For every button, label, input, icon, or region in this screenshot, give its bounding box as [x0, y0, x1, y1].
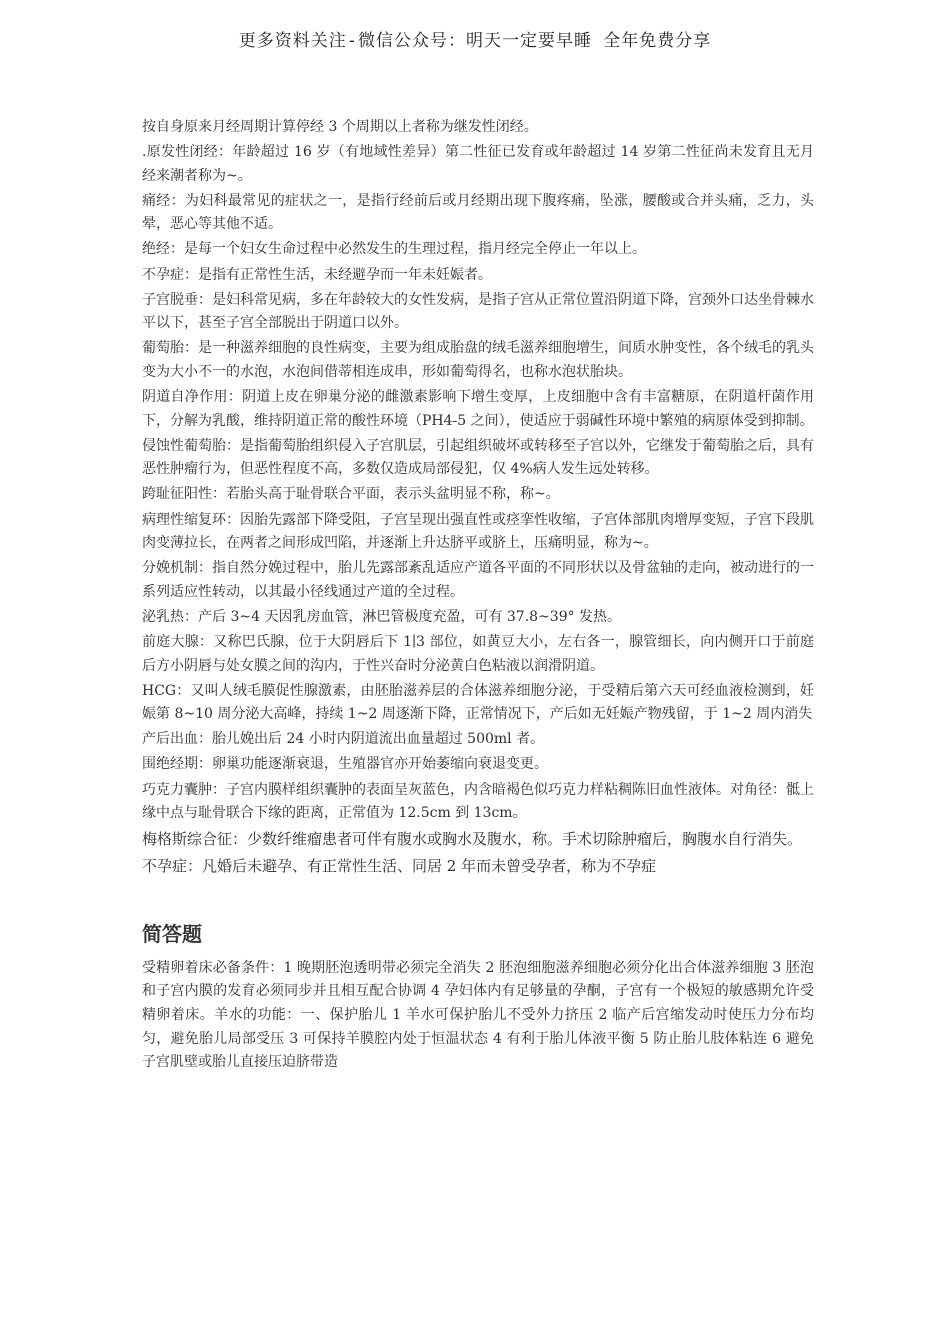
- paragraph: 病理性缩复环：因胎先露部下降受阻，子宫呈现出强直性或痉挛性收缩，子宫体部肌肉增厚变短，子宫下段肌肉变薄拉长，在两者之间形成凹陷，并逐渐上升达脐平或脐上，压痛明显，称为~。: [142, 511, 814, 552]
- paragraph: 绝经：是每一个妇女生命过程中必然发生的生理过程，指月经完全停止一年以上。: [142, 241, 646, 258]
- section-title: 简答题: [142, 921, 202, 946]
- paragraph: 不孕症：是指有正常性生活，未经避孕而一年未妊娠者。: [142, 266, 492, 283]
- paragraph: 侵蚀性葡萄胎：是指葡萄胎组织侵入子宫肌层，引起组织破坏或转移至子宫以外，它继发于葡萄胎之后，具有恶性肿瘤行为，但恶性程度不高，多数仅造成局部侵犯，仅 4%病人发生远处转移。: [142, 437, 814, 478]
- page-header: 更多资料关注-微信公众号：明天一定要早睡 全年免费分享: [238, 31, 712, 51]
- paragraph: 梅格斯综合征：少数纤维瘤患者可伴有腹水或胸水及腹水，称。手术切除肿瘤后，胸腹水自行消失。: [142, 830, 803, 849]
- paragraph: 阴道自净作用：阴道上皮在卵巢分泌的雌激素影响下增生变厚，上皮细胞中含有丰富糖原，在阴道杆菌作用下，分解为乳酸，维持阴道正常的酸性环境（PH4-5 之间），使适应于弱碱性环境中繁殖的病原体受到抑制。: [142, 389, 814, 429]
- paragraph: HCG：又叫人绒毛膜促性腺激素，由胚胎滋养层的合体滋养细胞分泌，于受精后第六天可经血液检测到，妊娠第 8~10 周分泌大高峰，持续 1~2 周逐渐下降，正常情况下，产后如无妊娠产物残留，于 1~2 周内消失: [142, 682, 814, 723]
- paragraph: 不孕症：凡婚后未避孕、有正常性生活、同居 2 年而未曾受孕者，称为不孕症: [142, 857, 657, 876]
- paragraph: 痛经：为妇科最常见的症状之一，是指行经前后或月经期出现下腹疼痛，坠涨，腰酸或合并头痛，乏力，头晕，恶心等其他不适。: [142, 192, 814, 233]
- paragraph: 围绝经期：卵巢功能逐渐衰退，生殖器官亦开始萎缩向衰退变更。: [142, 756, 548, 773]
- paragraph: .原发性闭经：年龄超过 16 岁（有地域性差异）第二性征已发育或年龄超过 14 岁第二性征尚未发育且无月经来潮者称为~。: [142, 144, 814, 184]
- paragraph: 前庭大腺：又称巴氏腺，位于大阴唇后下 1∣3 部位，如黄豆大小，左右各一，腺管细长，向内侧开口于前庭后方小阴唇与处女膜之间的沟内，于性兴奋时分泌黄白色粘液以润滑阴道。: [142, 633, 814, 674]
- paragraph: 巧克力囊肿：子宫内膜样组织囊肿的表面呈灰蓝色，内含暗褐色似巧克力样粘稠陈旧血性液体。对角径：骶上缘中点与耻骨联合下缘的距离，正常值为 12.5cm 到 13cm。: [142, 781, 814, 822]
- paragraph: 泌乳热：产后 3~4 天因乳房血管，淋巴管极度充盈，可有 37.8~39° 发热。: [142, 608, 622, 625]
- section-paragraph: 受精卵着床必备条件：1 晚期胚泡透明带必须完全消失 2 胚泡细胞滋养细胞必须分化出合体滋养细胞 3 胚泡和子宫内膜的发育必须同步并且相互配合协调 4 孕妇体内有足够量的孕酮，子宫有一个极短的敏感期允许受精卵着床。羊水的功能：一、保护胎儿 1 羊水可保护胎儿不受外力挤压 2 临产后宫缩发动时使压力分布均匀，避免胎儿局部受压 3 可保持羊膜腔内处于恒温状态 4 有利于胎儿体液平衡 5 防止胎儿肢体粘连 6 避免子宫肌壁或胎儿直接压迫脐带造: [142, 959, 814, 1071]
- document-body: [142, 116, 814, 1076]
- paragraph: 葡萄胎：是一种滋养细胞的良性病变，主要为组成胎盘的绒毛滋养细胞增生，间质水肿变性，各个绒毛的乳头变为大小不一的水泡，水泡间借蒂相连成串，形如葡萄得名，也称水泡状胎块。: [142, 340, 814, 380]
- paragraph: 产后出血：胎儿娩出后 24 小时内阴道流出血量超过 500ml 者。: [142, 731, 545, 748]
- paragraph: 子宫脱垂：是妇科常见病，多在年龄较大的女性发病，是指子宫从正常位置沿阴道下降，宫颈外口达坐骨棘水平以下，甚至子宫全部脱出于阴道口以外。: [142, 291, 814, 332]
- paragraph: 分娩机制：指自然分娩过程中，胎儿先露部紊乱适应产道各平面的不同形状以及骨盆轴的走向，被动进行的一系列适应性转动，以其最小径线通过产道的全过程。: [142, 560, 814, 600]
- paragraph: 按自身原来月经周期计算停经 3 个周期以上者称为继发性闭经。: [142, 119, 538, 135]
- paragraph: 跨耻征阳性：若胎头高于耻骨联合平面，表示头盆明显不称，称~。: [142, 486, 560, 503]
